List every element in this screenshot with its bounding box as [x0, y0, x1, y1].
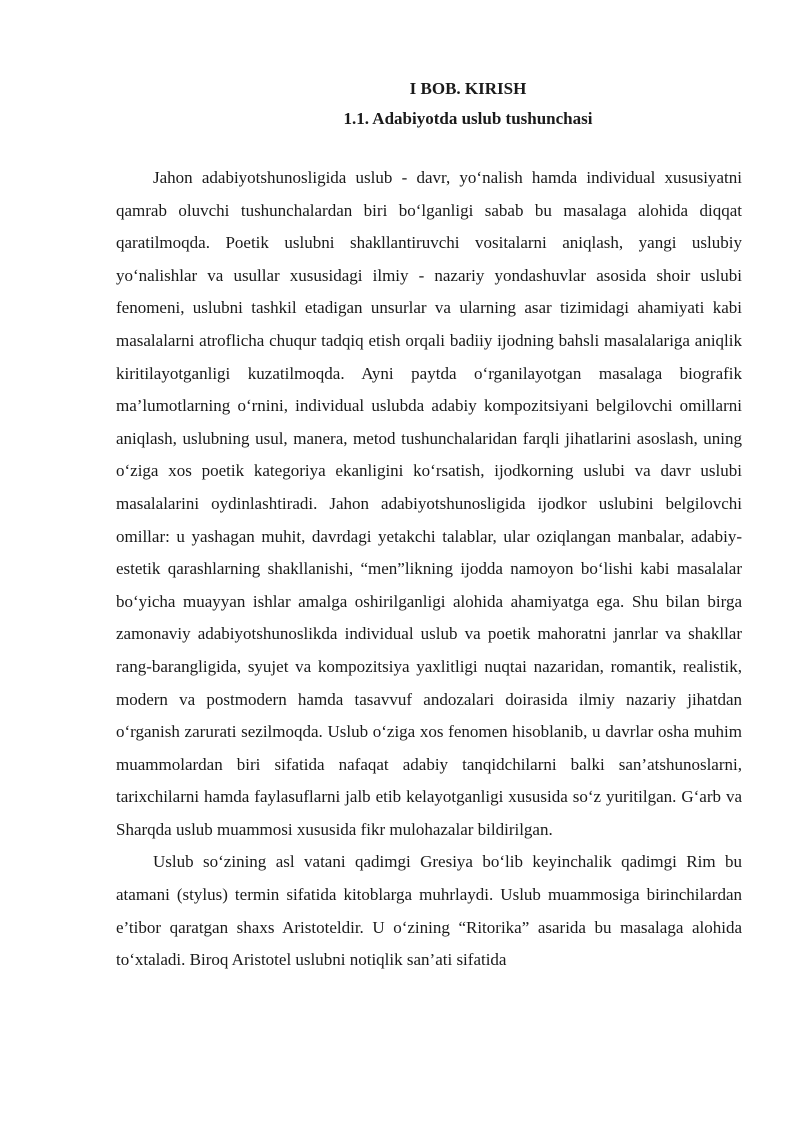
page-content: [116, 76, 742, 977]
paragraph-2: Uslub so‘zining asl vatani qadimgi Gresiya bo‘lib keyinchalik qadimgi Rim bu atamani (stylus) termin sifatida kitoblarga muhrlaydi. Uslub muammosiga birinchilardan e’tibor qaratgan shaxs Aristoteldir. U o‘zining “Ritorika” asarida bu masalaga alohida to‘xtaladi. Biroq Aristotel uslubni notiqlik san’ati sifatida: [116, 852, 742, 970]
paragraph-1: Jahon adabiyotshunosligida uslub - davr, yo‘nalish hamda individual xususiyatni qamrab oluvchi tushunchalardan biri bo‘lganligi sabab bu masalaga alohida diqqat qaratilmoqda. Poetik uslubni shakllantiruvchi vositalarni aniqlash, yangi uslubiy yo‘nalishlar va usullar xususidagi ilmiy - nazariy yondashuvlar asosida shoir uslubi fenomeni, uslubni tashkil etadigan unsurlar va ularning asar tizimidagi ahamiyati kabi masalalarni atroflicha chuqur tadqiq etish orqali badiiy ijodning bahsli masalalariga aniqlik kiritilayotganligi kuzatilmoqda. Ayni paytda o‘rganilayotgan masalaga biografik ma’lumotlarning o‘rnini, individual uslubda adabiy kompozitsiyani belgilovchi omillarni aniqlash, uslubning usul, manera, metod tushunchalaridan farqli jihatlarini asoslash, uning o‘ziga xos poetik kategoriya ekanligini ko‘rsatish, ijodkorning uslubi va davr uslubi masalalarini oydinlashtiradi. Jahon adabiyotshunosligida ijodkor uslubini belgilovchi omillar: u yashagan muhit, davrdagi yetakchi talablar, ular oziqlangan manbalar, adabiy-estetik qarashlarning shakllanishi, “men”likning ijodda namoyon bo‘lishi kabi masalalar bo‘yicha muayyan ishlar amalga oshirilganligi alohida ahamiyatga ega. Shu bilan birga zamonaviy adabiyotshunoslikda individual uslub va poetik mahoratni janrlar va shakllar rang-barangligida, syujet va kompozitsiya yaxlitligi nuqtai nazaridan, romantik, realistik, modern va postmodern hamda tasavvuf andozalari doirasida ilmiy nazariy jihatdan o‘rganish zarurati sezilmoqda. Uslub o‘ziga xos fenomen hisoblanib, u davrlar osha muhim muammolardan biri sifatida nafaqat adabiy tanqidchilarni balki san’atshunoslarni, tarixchilarni hamda faylasuflarni jalb etib kelayotganligi xususida so‘z yuritilgan. G‘arb va Sharqda uslub muammosi xususida fikr mulohazalar bildirilgan.: [116, 168, 742, 839]
body-text: [116, 162, 742, 977]
section-heading: 1.1. Adabiyotda uslub tushunchasi: [343, 109, 593, 128]
chapter-heading: I BOB. KIRISH: [409, 79, 527, 98]
